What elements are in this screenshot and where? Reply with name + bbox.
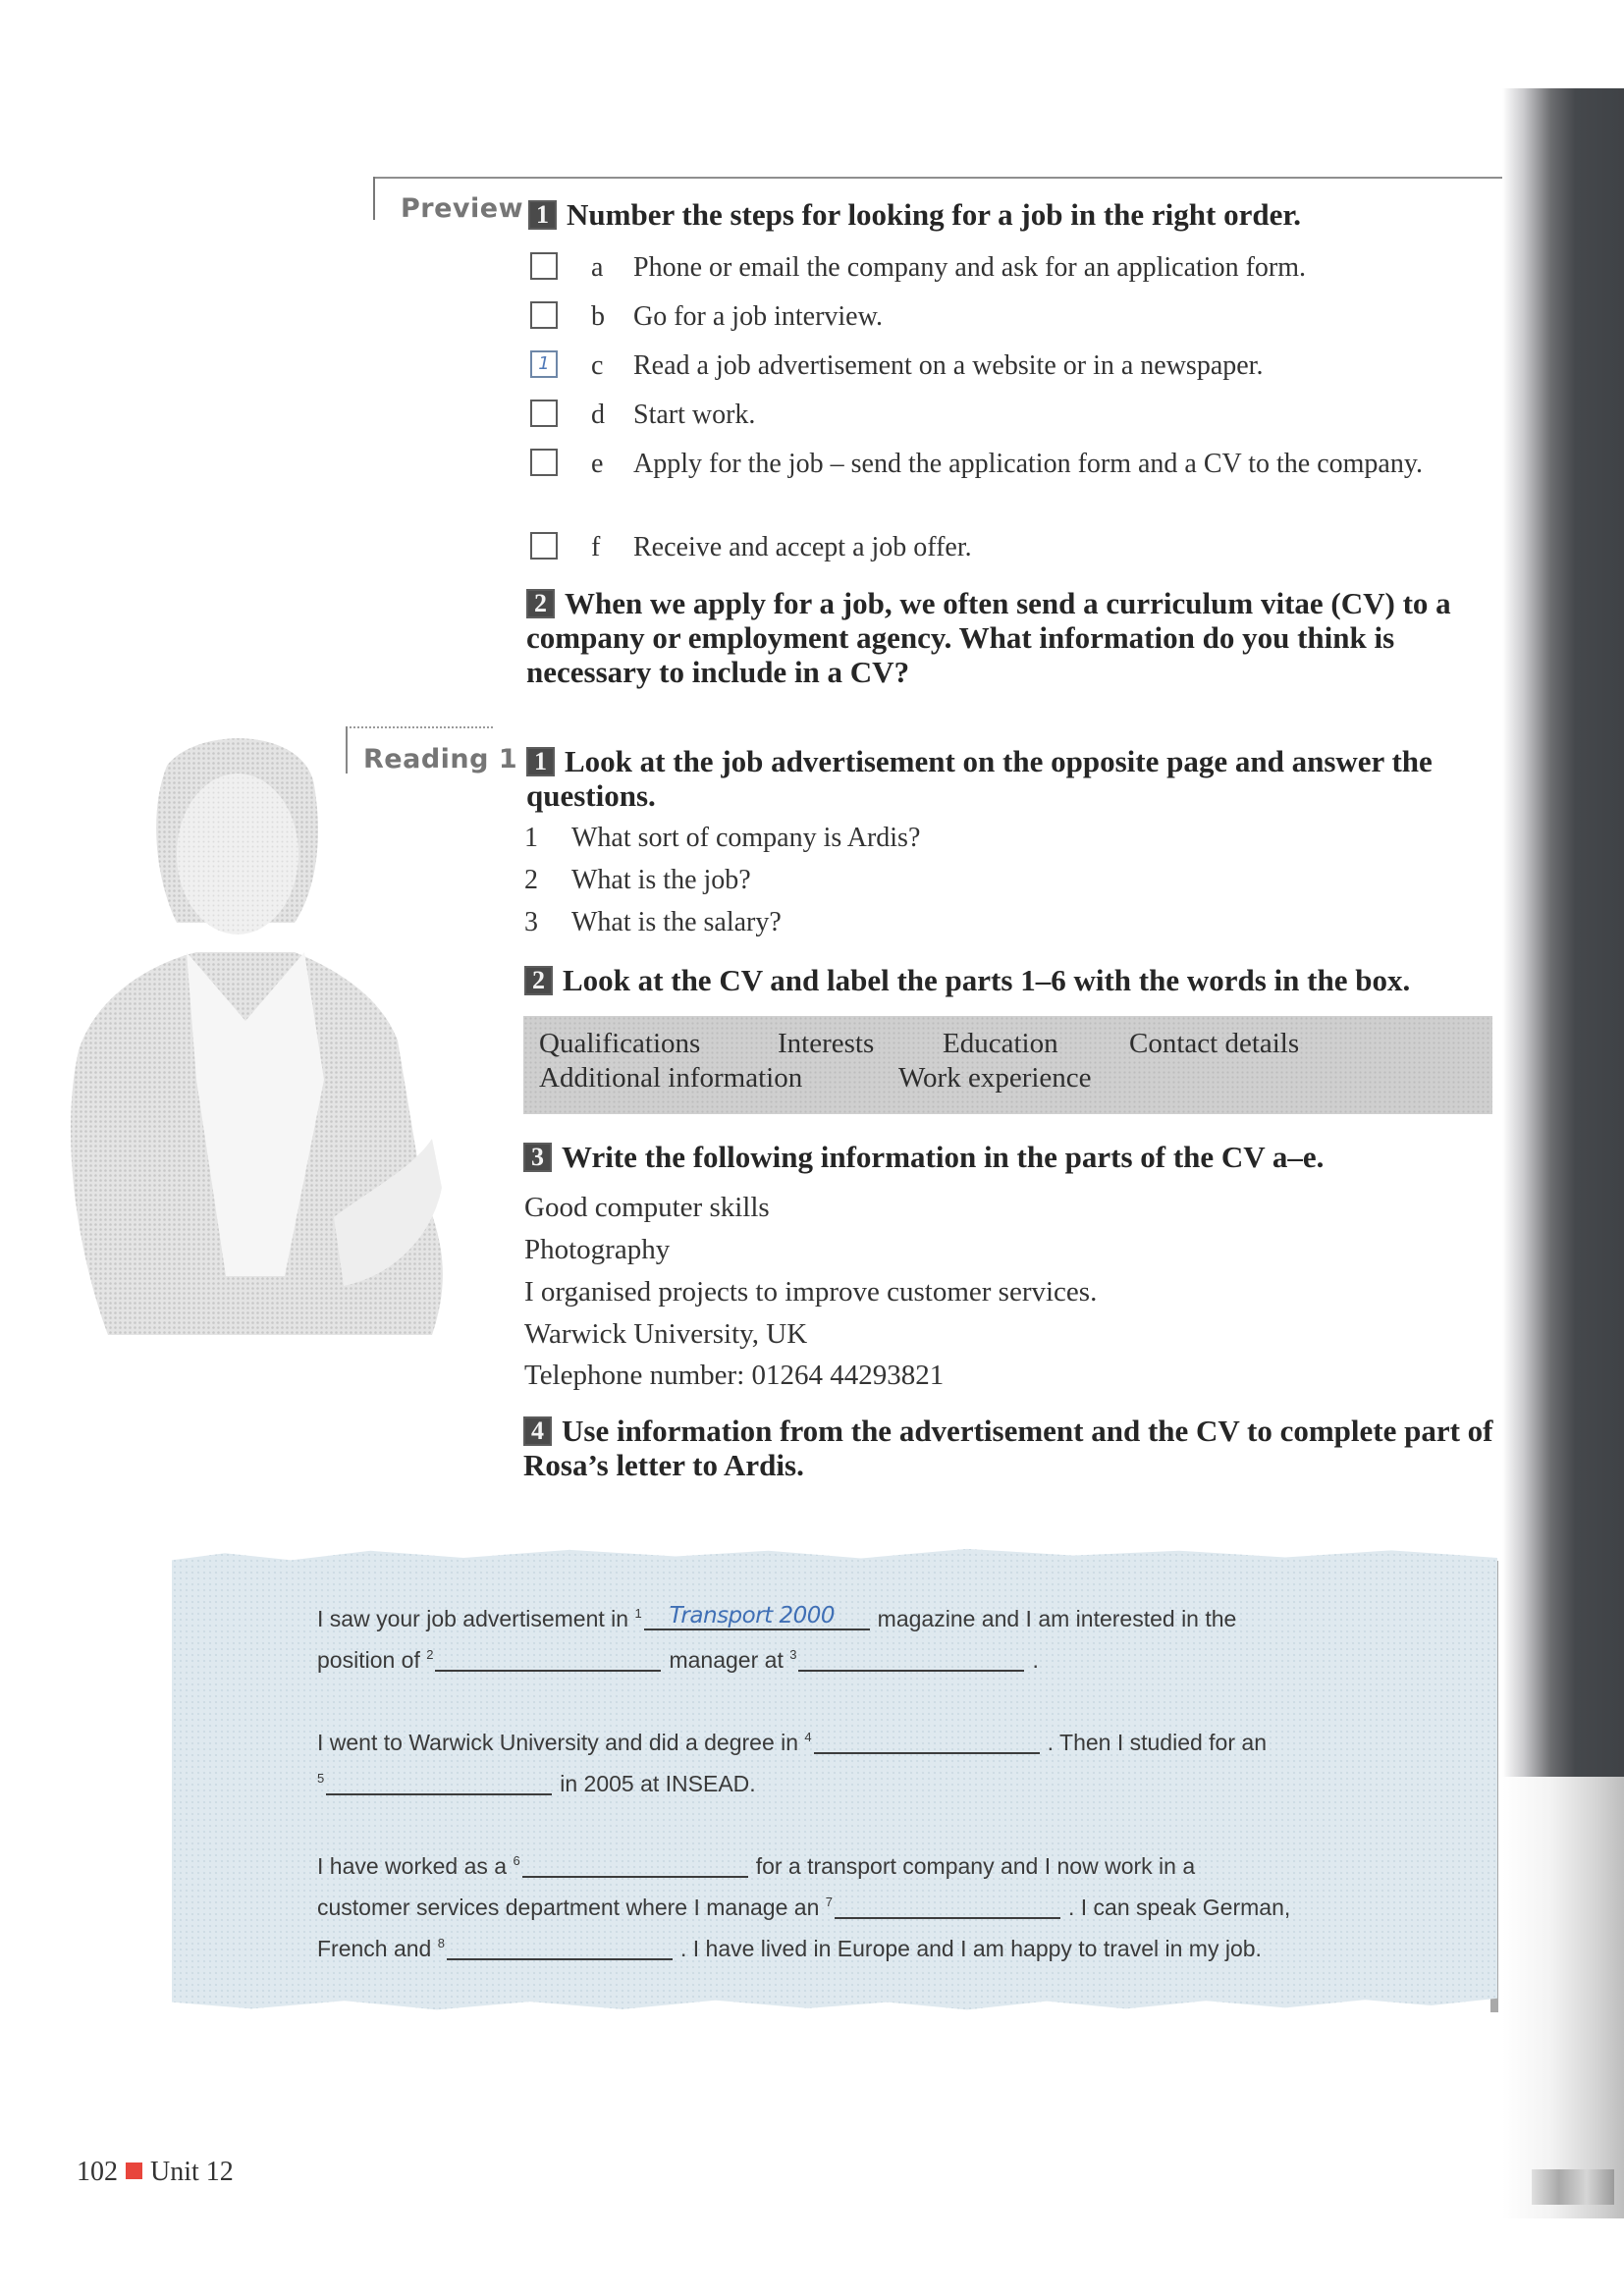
- letter-text: I saw your job advertisement in: [317, 1606, 629, 1631]
- step-answer-checkbox[interactable]: 1: [530, 350, 558, 378]
- letter-line: [317, 1600, 1236, 1632]
- preview-frame-line: [373, 177, 1502, 179]
- gap-6-field[interactable]: [522, 1854, 748, 1878]
- step-letter: c: [591, 350, 604, 381]
- step-letter: d: [591, 400, 605, 430]
- step-answer-checkbox[interactable]: [530, 301, 558, 329]
- word-option: Contact details: [1129, 1028, 1300, 1059]
- exercise-number-badge: 4: [523, 1416, 552, 1446]
- question-number: 2: [524, 865, 538, 895]
- gap-3-field[interactable]: [798, 1648, 1024, 1672]
- letter-line: [317, 1847, 1195, 1880]
- word-option: Additional information: [539, 1062, 803, 1094]
- section-label-reading: Reading 1: [363, 744, 518, 774]
- question-number: 1: [524, 823, 538, 853]
- gap-number: 7: [825, 1895, 833, 1909]
- businesswoman-photo: [20, 726, 481, 1394]
- instruction-text: Look at the CV and label the parts 1–6 with the words in the box.: [563, 963, 1411, 997]
- question-text: What is the job?: [571, 865, 751, 895]
- gap-number: 6: [513, 1853, 520, 1868]
- section-label-preview: Preview: [401, 193, 524, 224]
- letter-text: I went to Warwick University and did a degree in: [317, 1730, 799, 1755]
- step-answer-checkbox[interactable]: [530, 400, 558, 427]
- step-text: Go for a job interview.: [633, 301, 883, 332]
- step-answer-checkbox[interactable]: [530, 449, 558, 476]
- word-option: Work experience: [898, 1062, 1092, 1094]
- gap-number: 1: [634, 1606, 642, 1621]
- face-shape: [177, 774, 298, 934]
- instruction-text: Write the following information in the parts of the CV a–e.: [562, 1140, 1325, 1174]
- instruction-text: Use information from the advertisement and the CV to complete part of Rosa’s letter to Ardis.: [523, 1414, 1493, 1482]
- page-edge: [1502, 1777, 1624, 2218]
- info-line: Telephone number: 01264 44293821: [524, 1360, 945, 1391]
- word-option: Interests: [778, 1028, 875, 1059]
- page-number: 102: [77, 2157, 118, 2187]
- info-line: Good computer skills: [524, 1192, 770, 1223]
- step-letter: e: [591, 449, 604, 479]
- gap-8-field[interactable]: [447, 1937, 673, 1960]
- preview-exercise-2-instruction: [526, 586, 1489, 689]
- question-text: What sort of company is Ardis?: [571, 823, 921, 853]
- info-line: I organised projects to improve customer services.: [524, 1276, 1098, 1308]
- step-letter: b: [591, 301, 605, 332]
- step-text: Apply for the job – send the application form and a CV to the company.: [633, 449, 1424, 479]
- letter-text: I have worked as a: [317, 1853, 508, 1879]
- exercise-number-badge: 1: [526, 747, 555, 776]
- red-square-icon: [126, 2163, 142, 2179]
- letter-text: customer services department where I manage an: [317, 1895, 820, 1920]
- info-line: Photography: [524, 1234, 671, 1265]
- gap-number: 2: [426, 1647, 434, 1662]
- step-text: Read a job advertisement on a website or in a newspaper.: [633, 350, 1264, 381]
- gap-number: 3: [789, 1647, 797, 1662]
- letter-text: in 2005 at INSEAD.: [560, 1771, 756, 1796]
- preview-exercise-1-instruction: [528, 197, 1490, 232]
- exercise-number-badge: 2: [526, 589, 555, 618]
- gap-number: 8: [437, 1936, 445, 1950]
- gap-number: 4: [804, 1730, 812, 1744]
- letter-line: [317, 1889, 1290, 1921]
- letter-line: [317, 1641, 1039, 1674]
- gap-7-field[interactable]: [835, 1896, 1060, 1919]
- letter-text: French and: [317, 1936, 432, 1961]
- step-text: Start work.: [633, 400, 756, 430]
- gap-2-field[interactable]: [435, 1648, 661, 1672]
- letter-text: magazine and I am interested in the: [877, 1606, 1237, 1631]
- unit-label: Unit 12: [150, 2157, 234, 2187]
- letter-text: . I have lived in Europe and I am happy to travel in my job.: [679, 1936, 1262, 1961]
- step-letter: a: [591, 252, 604, 283]
- letter-line: [317, 1765, 756, 1797]
- gap-1-answer: Transport 2000: [669, 1603, 836, 1629]
- word-option: Education: [943, 1028, 1058, 1059]
- letter-line: [317, 1724, 1267, 1756]
- gap-5-field[interactable]: [326, 1772, 552, 1795]
- letter-text: . Then I studied for an: [1047, 1730, 1267, 1755]
- step-answer-checkbox[interactable]: [530, 252, 558, 280]
- question-text: What is the salary?: [571, 907, 782, 937]
- instruction-text: When we apply for a job, we often send a curriculum vitae (CV) to a company or employment agency. What information do you think is necessary to include in a CV?: [526, 586, 1451, 689]
- page-curl: [1532, 2169, 1614, 2205]
- gap-4-field[interactable]: [814, 1731, 1040, 1754]
- exercise-number-badge: 2: [524, 966, 553, 995]
- reading-exercise-3-instruction: [523, 1140, 1495, 1174]
- reading-exercise-2-instruction: [524, 963, 1496, 997]
- step-text: Phone or email the company and ask for an application form.: [633, 252, 1307, 283]
- letter-text: for a transport company and I now work in a: [755, 1853, 1196, 1879]
- preview-frame-tick: [373, 177, 375, 220]
- step-answer-checkbox[interactable]: [530, 532, 558, 560]
- letter-line: [317, 1930, 1262, 1962]
- letter-text: manager at: [669, 1647, 784, 1673]
- info-line: Warwick University, UK: [524, 1318, 808, 1350]
- instruction-text: Number the steps for looking for a job in the right order.: [567, 197, 1302, 232]
- gap-number: 5: [317, 1771, 325, 1786]
- instruction-text: Look at the job advertisement on the opposite page and answer the questions.: [526, 744, 1433, 813]
- word-option: Qualifications: [539, 1028, 701, 1059]
- exercise-number-badge: 1: [528, 200, 557, 230]
- reading-exercise-1-instruction: [526, 744, 1489, 813]
- question-number: 3: [524, 907, 538, 937]
- step-text: Receive and accept a job offer.: [633, 532, 972, 562]
- reading-exercise-4-instruction: [523, 1414, 1495, 1482]
- step-letter: f: [591, 532, 601, 562]
- reading-frame-line: [346, 726, 493, 728]
- letter-text: . I can speak German,: [1067, 1895, 1291, 1920]
- exercise-number-badge: 3: [523, 1143, 552, 1172]
- letter-text: .: [1032, 1647, 1039, 1673]
- reading-frame-tick: [346, 726, 348, 774]
- letter-text: position of: [317, 1647, 420, 1673]
- page-footer: [77, 2157, 234, 2188]
- gap-1-field[interactable]: [644, 1603, 870, 1630]
- word-box: [523, 1016, 1492, 1114]
